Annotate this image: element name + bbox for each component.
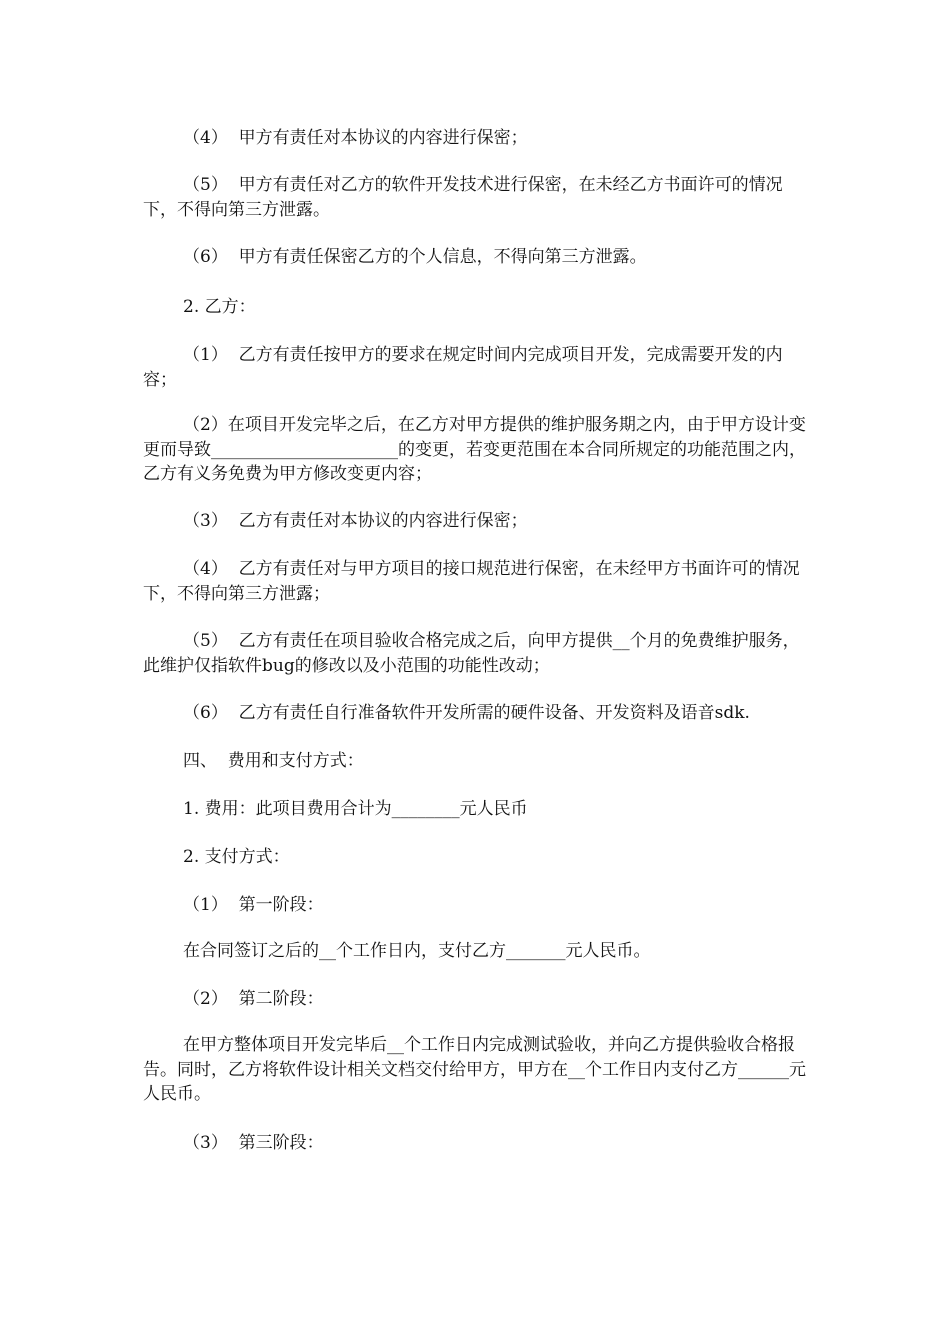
payment-stage-2-heading: （2） 第二阶段： — [183, 989, 324, 1009]
clause-party-b-3: （3） 乙方有责任对本协议的内容进行保密； — [183, 511, 528, 531]
payment-method-heading: 2. 支付方式： — [183, 847, 290, 867]
section-party-b-heading: 2. 乙方： — [183, 297, 256, 317]
payment-stage-3-heading: （3） 第三阶段： — [183, 1133, 324, 1153]
clause-party-a-4: （4） 甲方有责任对本协议的内容进行保密； — [183, 128, 528, 148]
payment-stage-1-heading: （1） 第一阶段： — [183, 895, 324, 915]
clause-party-b-6: （6） 乙方有责任自行准备软件开发所需的硬件设备、开发资料及语音sdk. — [183, 703, 750, 723]
clause-party-b-2: （2）在项目开发完毕之后，在乙方对甲方提供的维护服务期之内，由于甲方设计变更而导致______________________的变更，若变更范围在本合同所规定的功能范围之内，乙方有义务免费为甲方修改变更内容； — [143, 415, 806, 484]
clause-party-b-1: （1） 乙方有责任按甲方的要求在规定时间内完成项目开发，完成需要开发的内容； — [143, 345, 783, 390]
clause-party-b-5: （5） 乙方有责任在项目验收合格完成之后，向甲方提供__个月的免费维护服务，此维护仅指软件bug的修改以及小范围的功能性改动； — [143, 631, 800, 676]
clause-party-b-4: （4） 乙方有责任对与甲方项目的接口规范进行保密，在未经甲方书面许可的情况下，不得向第三方泄露； — [143, 559, 800, 604]
clause-party-a-5: （5） 甲方有责任对乙方的软件开发技术进行保密，在未经乙方书面许可的情况下，不得向第三方泄露。 — [143, 175, 783, 220]
clause-party-a-6: （6） 甲方有责任保密乙方的个人信息，不得向第三方泄露。 — [183, 247, 647, 267]
payment-stage-2-text: 在甲方整体项目开发完毕后__个工作日内完成测试验收，并向乙方提供验收合格报告。同时，乙方将软件设计相关文档交付给甲方，甲方在__个工作日内支付乙方______元人民币。 — [143, 1035, 806, 1104]
section-fees-heading: 四、 费用和支付方式： — [183, 751, 364, 771]
payment-stage-1-text: 在合同签订之后的__个工作日内，支付乙方_______元人民币。 — [183, 941, 651, 961]
fees-total: 1. 费用：此项目费用合计为________元人民币 — [183, 799, 528, 819]
